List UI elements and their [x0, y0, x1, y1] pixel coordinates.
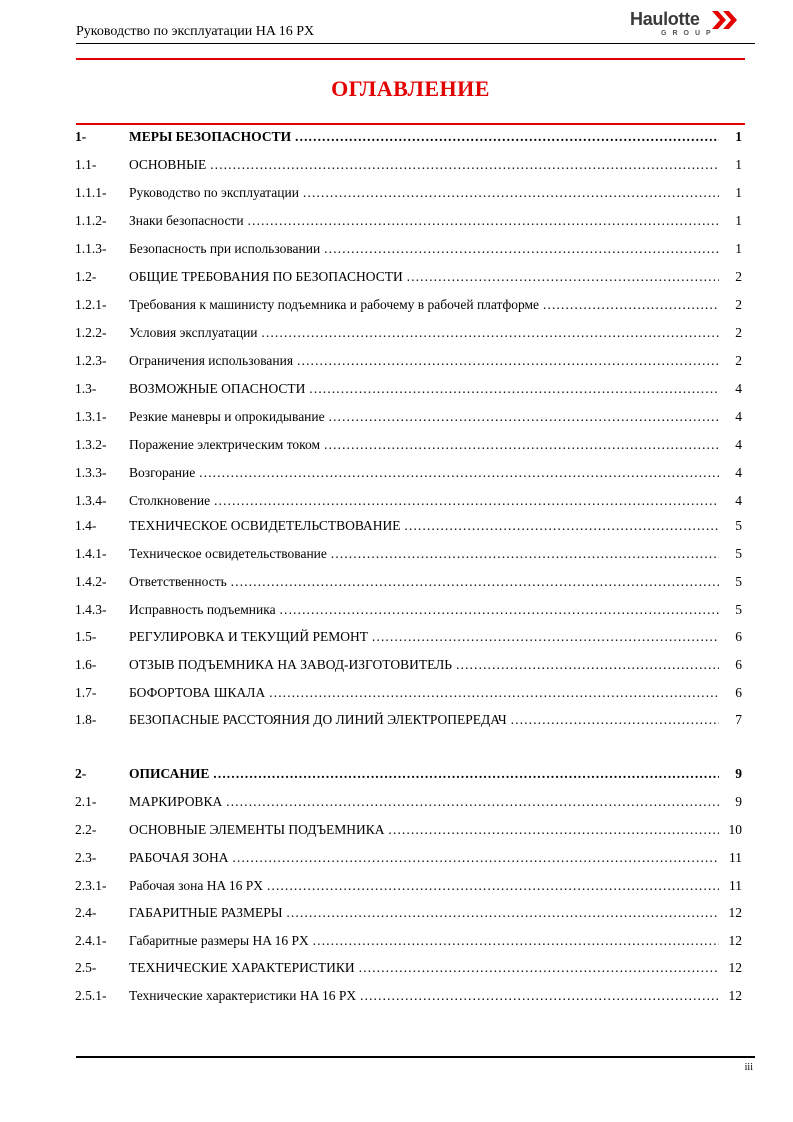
toc-entry[interactable]	[75, 683, 745, 703]
toc-entry[interactable]	[75, 267, 745, 287]
toc-entry-number: 1.4.3-	[75, 602, 107, 617]
toc-entry-title: МАРКИРОВКА ………………………………………………………………………………………………………………………………………………………………………………	[129, 792, 719, 812]
toc-entry-title: Техническое освидетельствование ………………………………………………………………………………………………………………………………………………………………………………	[129, 544, 719, 564]
toc-entry-page: 6	[735, 685, 742, 700]
toc-entry-title: БОФОРТОВА ШКАЛА ………………………………………………………………………………………………………………………………………………………………………………	[129, 683, 719, 703]
toc-entry-title: ГАБАРИТНЫЕ РАЗМЕРЫ ………………………………………………………………………………………………………………………………………………………………………………	[129, 903, 719, 923]
toc-entry-page: 1	[735, 129, 742, 144]
toc-entry-title: Требования к машинисту подъемника и рабочему в рабочей платформе ………………………………………………………………………………………………………………………………………………………………………………	[129, 295, 719, 315]
toc-entry-title: Поражение электрическим током ………………………………………………………………………………………………………………………………………………………………………………	[129, 435, 719, 455]
logo-chevrons-icon	[712, 11, 748, 29]
toc-entry-page: 4	[735, 465, 742, 480]
toc-entry-title: ОСНОВНЫЕ ………………………………………………………………………………………………………………………………………………………………………………	[129, 155, 719, 175]
toc-entry[interactable]	[75, 407, 745, 427]
footer-page-number: iii	[744, 1062, 753, 1073]
toc-entry-title: Резкие маневры и опрокидывание ………………………………………………………………………………………………………………………………………………………………………………	[129, 407, 719, 427]
toc-entry-number: 1.3-	[75, 381, 97, 396]
toc-entry-number: 1.8-	[75, 712, 97, 727]
toc-entry-page: 2	[735, 269, 742, 284]
toc-entry-page: 11	[729, 850, 742, 865]
toc-entry-title: РЕГУЛИРОВКА И ТЕКУЩИЙ РЕМОНТ ………………………………………………………………………………………………………………………………………………………………………………	[129, 627, 719, 647]
toc-entry[interactable]	[75, 183, 745, 203]
toc-entry-number: 2.4.1-	[75, 933, 107, 948]
toc-entry-page: 2	[735, 297, 742, 312]
toc-entry-title: МЕРЫ БЕЗОПАСНОСТИ ………………………………………………………………………………………………………………………………………………………………………………	[129, 127, 719, 147]
toc-entry-page: 4	[735, 381, 742, 396]
toc-entry[interactable]	[75, 491, 745, 511]
toc-entry-title: Столкновение ………………………………………………………………………………………………………………………………………………………………………………	[129, 491, 719, 511]
toc-entry[interactable]	[75, 820, 745, 840]
toc-entry-title: Знаки безопасности ………………………………………………………………………………………………………………………………………………………………………………	[129, 211, 719, 231]
toc-entry-page: 7	[735, 712, 742, 727]
toc-entry-page: 4	[735, 437, 742, 452]
toc-entry-number: 1.2-	[75, 269, 97, 284]
toc-entry-page: 2	[735, 325, 742, 340]
toc-entry-number: 2.5.1-	[75, 988, 107, 1003]
toc-entry[interactable]	[75, 323, 745, 343]
toc-entry[interactable]	[75, 155, 745, 175]
toc-entry-number: 1.3.4-	[75, 493, 107, 508]
toc-entry-page: 1	[735, 157, 742, 172]
toc-entry-number: 1.3.1-	[75, 409, 107, 424]
toc-entry-page: 12	[728, 933, 742, 948]
toc-entry-number: 2.1-	[75, 794, 97, 809]
toc-entry[interactable]	[75, 600, 745, 620]
toc-entry-number: 1.4.2-	[75, 574, 107, 589]
logo-subtext: GROUP	[661, 30, 717, 37]
toc-entry-title: Ограничения использования ………………………………………………………………………………………………………………………………………………………………………………	[129, 351, 719, 371]
toc-entry-title: ТЕХНИЧЕСКОЕ ОСВИДЕТЕЛЬСТВОВАНИЕ ………………………………………………………………………………………………………………………………………………………………………………	[129, 516, 719, 536]
toc-entry-page: 5	[735, 574, 742, 589]
toc-entry[interactable]	[75, 211, 745, 231]
logo-wordmark: Haulotte	[630, 9, 700, 29]
toc-entry[interactable]	[75, 463, 745, 483]
toc-entry-number: 1.2.2-	[75, 325, 107, 340]
toc-entry[interactable]	[75, 295, 745, 315]
toc-entry-number: 1-	[75, 129, 87, 144]
toc-entry[interactable]	[75, 572, 745, 592]
toc-entry-page: 1	[735, 185, 742, 200]
toc-entry-number: 1.1-	[75, 157, 97, 172]
toc-entry-title: Технические характеристики HA 16 PX ………………………………………………………………………………………………………………………………………………………………………………	[129, 986, 719, 1006]
toc-entry-number: 1.5-	[75, 629, 97, 644]
toc-entry-number: 1.6-	[75, 657, 97, 672]
header-rule	[76, 43, 755, 44]
page-title: ОГЛАВЛЕНИЕ	[331, 76, 490, 101]
toc-entry-number: 1.2.1-	[75, 297, 107, 312]
toc-entry-number: 2.3-	[75, 850, 97, 865]
toc-entry-number: 1.1.3-	[75, 241, 107, 256]
haulotte-logo	[630, 8, 750, 42]
running-header: Руководство по эксплуатации HA 16 PX	[76, 24, 315, 39]
toc-entry-number: 1.1.1-	[75, 185, 107, 200]
toc-entry[interactable]	[75, 435, 745, 455]
toc-entry-page: 1	[735, 241, 742, 256]
toc-entry-page: 2	[735, 353, 742, 368]
toc-entry-page: 10	[728, 822, 742, 837]
toc-entry[interactable]	[75, 848, 745, 868]
toc-entry-title: Возгорание ………………………………………………………………………………………………………………………………………………………………………………	[129, 463, 719, 483]
toc-entry-title: ВОЗМОЖНЫЕ ОПАСНОСТИ ………………………………………………………………………………………………………………………………………………………………………………	[129, 379, 719, 399]
toc-entry-page: 12	[728, 905, 742, 920]
toc-entry-number: 1.2.3-	[75, 353, 107, 368]
toc-entry[interactable]	[75, 876, 745, 896]
toc-entry-title: ОБЩИЕ ТРЕБОВАНИЯ ПО БЕЗОПАСНОСТИ ………………………………………………………………………………………………………………………………………………………………………………	[129, 267, 719, 287]
toc-entry[interactable]	[75, 627, 745, 647]
toc-entry-number: 1.3.3-	[75, 465, 107, 480]
toc-entry-number: 2.5-	[75, 960, 97, 975]
toc-entry[interactable]	[75, 379, 745, 399]
toc-entry-page: 9	[735, 794, 742, 809]
toc-entry[interactable]	[75, 655, 745, 675]
toc-entry-page: 5	[735, 518, 742, 533]
title-rule-top	[76, 58, 745, 60]
toc-entry-page: 5	[735, 546, 742, 561]
toc-entry-page: 9	[735, 766, 742, 781]
toc-entry[interactable]	[75, 239, 745, 259]
toc-entry-title: Габаритные размеры HA 16 PX ………………………………………………………………………………………………………………………………………………………………………………	[129, 931, 719, 951]
toc-entry-title: Ответственность ………………………………………………………………………………………………………………………………………………………………………………	[129, 572, 719, 592]
toc-entry-page: 11	[729, 878, 742, 893]
toc-entry-number: 1.1.2-	[75, 213, 107, 228]
title-rule-bottom	[76, 123, 745, 125]
toc-entry-number: 2.3.1-	[75, 878, 107, 893]
toc-entry-title: Рабочая зона HA 16 PX ………………………………………………………………………………………………………………………………………………………………………………	[129, 876, 719, 896]
toc-entry-page: 6	[735, 629, 742, 644]
toc-entry-number: 2-	[75, 766, 87, 781]
toc-entry-page: 12	[728, 988, 742, 1003]
toc-entry[interactable]	[75, 351, 745, 371]
toc-entry-page: 4	[735, 409, 742, 424]
toc-entry[interactable]	[75, 544, 745, 564]
toc-entry-number: 2.2-	[75, 822, 97, 837]
toc-entry-title: ОТЗЫВ ПОДЪЕМНИКА НА ЗАВОД-ИЗГОТОВИТЕЛЬ ………………………………………………………………………………………………………………………………………………………………………………	[129, 655, 719, 675]
toc-entry[interactable]	[75, 710, 745, 730]
toc-entry-title: ОСНОВНЫЕ ЭЛЕМЕНТЫ ПОДЪЕМНИКА ………………………………………………………………………………………………………………………………………………………………………………	[129, 820, 719, 840]
toc-entry-title: Руководство по эксплуатации ………………………………………………………………………………………………………………………………………………………………………………	[129, 183, 719, 203]
toc-entry[interactable]	[75, 127, 745, 147]
toc-entry-title: БЕЗОПАСНЫЕ РАССТОЯНИЯ ДО ЛИНИЙ ЭЛЕКТРОПЕРЕДАЧ ………………………………………………………………………………………………………………………………………………………………………………	[129, 710, 719, 730]
toc-entry-number: 1.4.1-	[75, 546, 107, 561]
toc-entry-number: 1.4-	[75, 518, 97, 533]
toc-entry-title: РАБОЧАЯ ЗОНА ………………………………………………………………………………………………………………………………………………………………………………	[129, 848, 719, 868]
toc-entry-title: Условия эксплуатации ………………………………………………………………………………………………………………………………………………………………………………	[129, 323, 719, 343]
toc-entry-title: ОПИСАНИЕ ………………………………………………………………………………………………………………………………………………………………………………	[129, 764, 719, 784]
toc-entry-title: Безопасность при использовании ………………………………………………………………………………………………………………………………………………………………………………	[129, 239, 719, 259]
toc-entry-number: 1.7-	[75, 685, 97, 700]
footer-rule	[76, 1056, 755, 1058]
toc-entry-page: 12	[728, 960, 742, 975]
toc-entry[interactable]	[75, 516, 745, 536]
toc-entry-page: 6	[735, 657, 742, 672]
toc-entry-number: 2.4-	[75, 905, 97, 920]
toc-entry-number: 1.3.2-	[75, 437, 107, 452]
toc-entry-title: Исправность подъемника ………………………………………………………………………………………………………………………………………………………………………………	[129, 600, 719, 620]
toc-entry[interactable]	[75, 903, 745, 923]
toc-entry-page: 1	[735, 213, 742, 228]
toc-entry-title: ТЕХНИЧЕСКИЕ ХАРАКТЕРИСТИКИ ………………………………………………………………………………………………………………………………………………………………………………	[129, 958, 719, 978]
toc-entry-page: 5	[735, 602, 742, 617]
toc-entry[interactable]	[75, 958, 745, 978]
toc-entry[interactable]	[75, 764, 745, 784]
toc-entry-page: 4	[735, 493, 742, 508]
toc-entry[interactable]	[75, 792, 745, 812]
toc-entry[interactable]	[75, 986, 745, 1006]
toc-entry[interactable]	[75, 931, 745, 951]
